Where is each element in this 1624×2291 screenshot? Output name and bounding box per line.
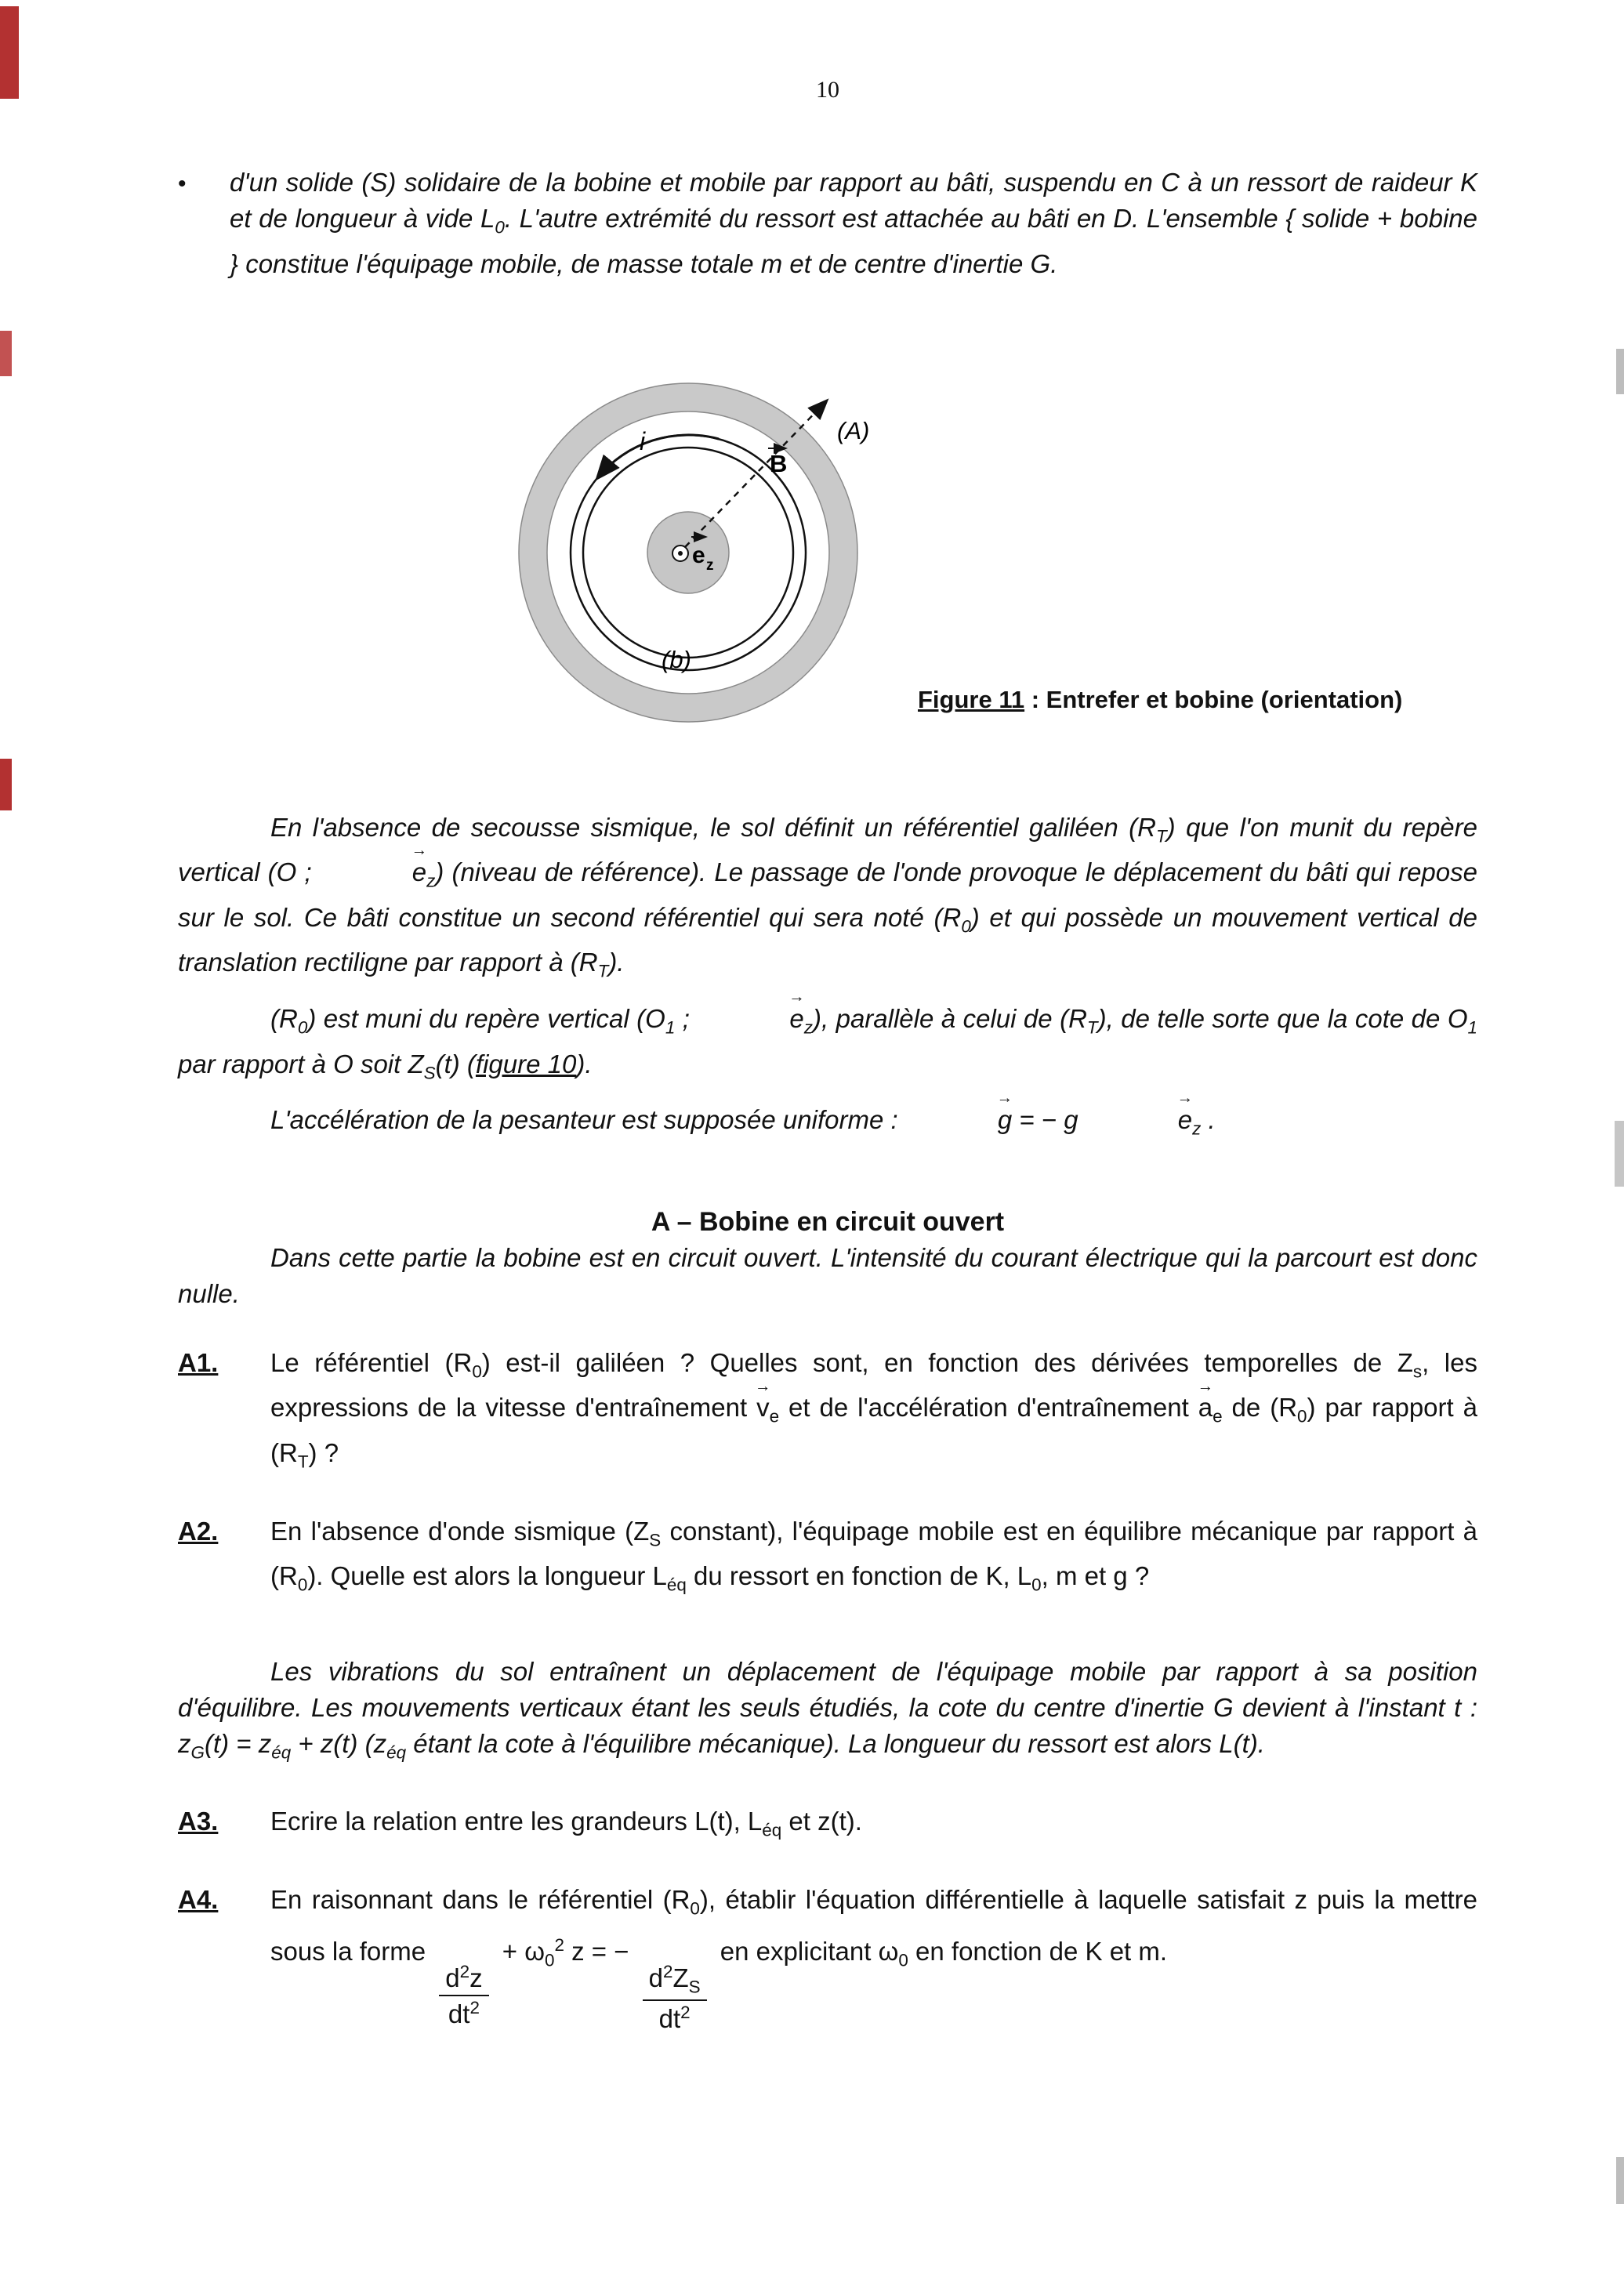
question-a2-label: A2. [178, 1516, 219, 1546]
question-a3-text: Ecrire la relation entre les grandeurs L(t), $L_{éq}$ et z(t). [270, 1807, 862, 1840]
scan-artifact [1615, 1121, 1624, 1187]
question-a3-label: A3. [178, 1807, 219, 1836]
paragraph-referentiel: En l'absence de secousse sismique, le sol définit un référentiel galiléen $(R_T)$ que l'on munit du repère vertical (O ; → $e_z$) (niveau de référence). Le passage de l'onde provoque le déplacement du bâti qui repose sur le sol. Ce bâti constitue un second référentiel qui sera noté $(R_0)$ et qui possède un mouvement vertical de translation rectiligne par rapport à $(R_T)$. [178, 810, 1477, 990]
bullet-paragraph [178, 165, 1477, 282]
question-a1 [178, 1345, 1477, 1481]
page-number: 10 [816, 77, 839, 103]
paragraph-vibrations: Les vibrations du sol entraînent un déplacement de l'équipage mobile par rapport à sa position d'équilibre. Les mouvements verticaux étant les seuls étudiés, la cote du centre d'inertie G devient à l'instant t : $z_G(t) = z_{éq} + z(t)$ ($z_{éq}$ étant la cote à l'équilibre mécanique). La longueur du ressort est alors L(t). [178, 1656, 1477, 1763]
scan-artifact [0, 331, 12, 376]
current-label: i [640, 426, 646, 455]
ez-subscript: z [706, 556, 714, 574]
paragraph-pesanteur: L'accélération de la pesanteur est supposée uniforme : → g = − $g \to e_z$ . [178, 1102, 1477, 1147]
figure-caption-number: Figure 11 [918, 685, 1025, 713]
figure-11 [178, 368, 1477, 764]
region-b-label: (b) [662, 645, 691, 673]
figure-caption [918, 682, 1402, 718]
question-a2-text: En l'absence d'onde sismique ($Z_S$ constant), l'équipage mobile est en équilibre mécanique par rapport à $(R_0)$. Quelle est alors la longueur $L_{éq}$ du ressort en fonction de K, $L_0$, m et g ? [270, 1516, 1477, 1595]
question-a1-label: A1. [178, 1347, 219, 1377]
ez-label: e [692, 542, 705, 568]
scan-artifact [1616, 2157, 1624, 2204]
scan-artifact [1616, 349, 1624, 394]
question-a4-label: A4. [178, 1884, 219, 1914]
question-a4-text: En raisonnant dans le référentiel $(R_0)$, établir l'équation différentielle à laquelle satisfait z puis la mettre sous la forme $\frac{d^2z}{dt^2}$ + $\omega_0^2$ z = − $\frac{d^2Z_S}{dt^2}$ en explicitant $\omega_0$ en fonction de K et m. [270, 1884, 1477, 2033]
figure-caption-text: : Entrefer et bobine (orientation) [1024, 685, 1403, 713]
axis-dot-icon [678, 551, 683, 556]
bullet-paragraph-text: d'un solide (S) solidaire de la bobine et mobile par rapport au bâti, suspendu en C à un ressort de raideur K et de longueur à vide $L_0$. L'autre extrémité du ressort est attachée au bâti en D. L'ensemble { solide + bobine } constitue l'équipage mobile, de masse totale m et de centre d'inertie G. [230, 168, 1477, 278]
question-a3 [178, 1803, 1477, 1849]
section-heading-a: A – Bobine en circuit ouvert [651, 1206, 1005, 1237]
bullet-icon: • [178, 171, 187, 197]
scan-artifact [0, 759, 12, 810]
b-label: B [770, 449, 788, 477]
question-a1-text: Le référentiel $(R_0)$ est-il galiléen ? Quelles sont, en fonction des dérivées temporelles de $Z_s$, les expressions de la vitesse d'entraînement → $v_e$ et de l'accélération d'entraînement → $a_e$ de $(R_0)$ par rapport à $(R_T)$ ? [270, 1345, 1477, 1481]
current-arrow [598, 435, 719, 477]
page-content [178, 0, 1477, 2033]
paragraph-intro-a: Dans cette partie la bobine est en circuit ouvert. L'intensité du courant électrique qui la parcourt est donc nulle. [178, 1242, 1477, 1308]
entrefer-bobine-diagram [484, 368, 908, 752]
scan-artifact [0, 6, 19, 99]
question-a2 [178, 1513, 1477, 1604]
region-a-label: (A) [837, 416, 870, 444]
paragraph-repere: $(R_0)$ est muni du repère vertical ($O_1$ ; → $e_z$), parallèle à celui de $(R_T)$, de telle sorte que la cote de $O_1$ par rapport à O soit $Z_S(t)$ (figure 10). [178, 1001, 1477, 1091]
question-a4 [178, 1882, 1477, 2034]
